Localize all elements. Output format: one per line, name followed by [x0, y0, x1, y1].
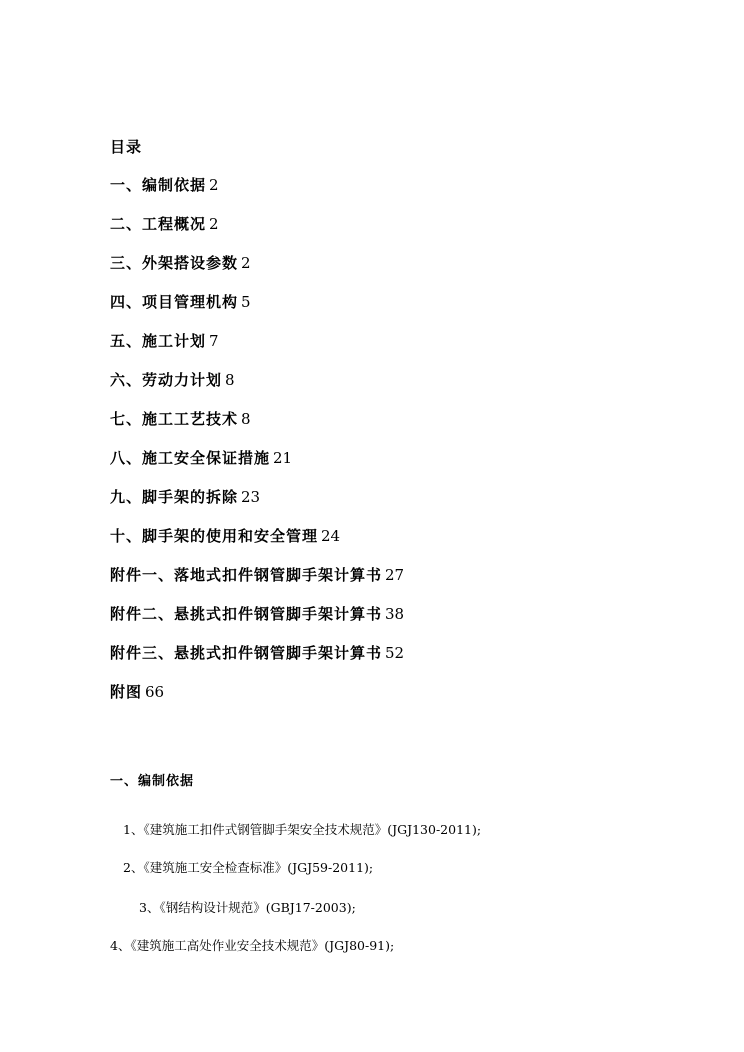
- toc-item-label: 五、施工计划: [110, 332, 207, 350]
- toc-item[interactable]: [110, 252, 404, 291]
- toc-item-page: 66: [145, 683, 165, 701]
- reference-item: 1、《建筑施工扣件式钢管脚手架安全技术规范》(JGJ130-2011);: [123, 822, 482, 837]
- toc-item[interactable]: [110, 369, 404, 408]
- toc-item[interactable]: [110, 408, 404, 447]
- toc-item-label: 四、项目管理机构: [110, 293, 239, 311]
- toc-item-page: 52: [385, 644, 405, 662]
- toc-item-label: 九、脚手架的拆除: [110, 488, 239, 506]
- table-of-contents: [110, 174, 404, 720]
- reference-item: 3、《钢结构设计规范》(GBJ17-2003);: [139, 900, 356, 915]
- toc-item[interactable]: [110, 330, 404, 369]
- toc-item-label: 附件一、落地式扣件钢管脚手架计算书: [110, 566, 383, 584]
- toc-item-page: 8: [241, 410, 251, 428]
- toc-item-label: 一、编制依据: [110, 176, 207, 194]
- toc-item[interactable]: [110, 603, 404, 642]
- toc-item-label: 附件三、悬挑式扣件钢管脚手架计算书: [110, 644, 383, 662]
- toc-item-label: 附件二、悬挑式扣件钢管脚手架计算书: [110, 605, 383, 623]
- toc-item-label: 六、劳动力计划: [110, 371, 223, 389]
- toc-item-page: 2: [209, 176, 219, 194]
- toc-item[interactable]: [110, 564, 404, 603]
- toc-item-page: 21: [273, 449, 293, 467]
- toc-item-label: 附图: [110, 683, 143, 701]
- toc-item-page: 2: [209, 215, 219, 233]
- toc-item[interactable]: [110, 447, 404, 486]
- toc-item[interactable]: [110, 174, 404, 213]
- reference-item: 4、《建筑施工高处作业安全技术规范》(JGJ80-91);: [110, 938, 395, 953]
- toc-item-page: 38: [385, 605, 405, 623]
- toc-item-label: 十、脚手架的使用和安全管理: [110, 527, 319, 545]
- toc-item-label: 七、施工工艺技术: [110, 410, 239, 428]
- toc-item-label: 二、工程概况: [110, 215, 207, 233]
- toc-item[interactable]: [110, 681, 404, 720]
- toc-item-page: 5: [241, 293, 251, 311]
- toc-item-page: 8: [225, 371, 235, 389]
- section-heading: 一、编制依据: [110, 774, 195, 789]
- toc-item-page: 23: [241, 488, 261, 506]
- toc-item[interactable]: [110, 525, 404, 564]
- toc-title: 目录: [110, 138, 143, 156]
- reference-item: 2、《建筑施工安全检查标准》(JGJ59-2011);: [123, 860, 374, 875]
- toc-item-page: 7: [209, 332, 219, 350]
- toc-item[interactable]: [110, 486, 404, 525]
- toc-item[interactable]: [110, 291, 404, 330]
- toc-item-page: 27: [385, 566, 405, 584]
- toc-item-label: 三、外架搭设参数: [110, 254, 239, 272]
- toc-item[interactable]: [110, 642, 404, 681]
- toc-item-label: 八、施工安全保证措施: [110, 449, 271, 467]
- toc-item-page: 24: [321, 527, 341, 545]
- toc-item-page: 2: [241, 254, 251, 272]
- toc-item[interactable]: [110, 213, 404, 252]
